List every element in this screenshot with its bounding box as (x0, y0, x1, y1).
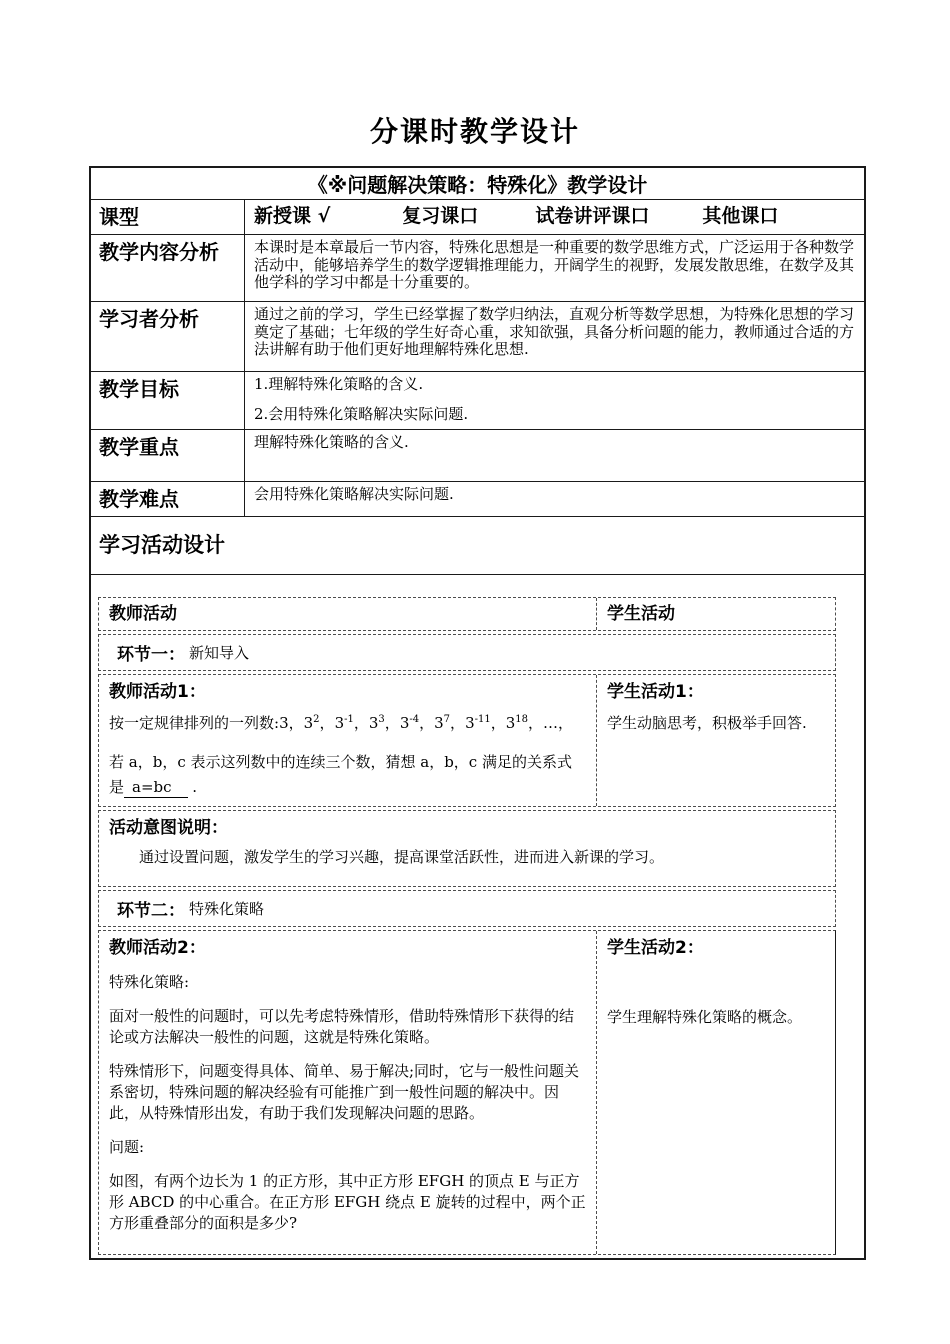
row-course-type (91, 199, 864, 234)
text-key-point: 理解特殊化策略的含义. (244, 430, 864, 481)
stage1-label: 环节一： (117, 645, 185, 665)
student1-cell (596, 675, 835, 806)
activity-body (91, 575, 864, 1258)
doc-title-row (91, 168, 864, 199)
intent1-header: 活动意图说明： (109, 818, 228, 838)
course-options (244, 200, 864, 234)
blank-answer: a=bc (124, 778, 188, 798)
label-difficult-point: 教学难点 (99, 487, 179, 511)
column-headers-box (98, 597, 836, 631)
text-learner-analysis: 通过之前的学习，学生已经掌握了数学归纳法，直观分析等数学思想，为特殊化思想的学习奠定了基础；七年级的学生好奇心重，求知欲强，具备分析问题的能力，教师通过合适的方法讲解有助于他们更好地理解特殊化思想. (244, 302, 864, 371)
strategy-benefit: 特殊情形下，问题变得具体、简单、易于解决;同时，它与一般性问题关系密切，特殊问题的解决经验有可能推广到一般性问题的解决中。因此，从特殊情形出发，有助于我们发现解决问题的思路。 (109, 1062, 580, 1122)
option-other: 其他课口 (702, 205, 779, 228)
stage2-name: 特殊化策略 (189, 900, 265, 918)
student-col-header: 学生活动 (596, 598, 835, 630)
label-content-analysis: 教学内容分析 (99, 240, 219, 264)
student2-header: 学生活动2： (607, 938, 704, 958)
label-course-type: 课型 (99, 205, 139, 229)
objective-item-2: 2.会用特殊化策略解决实际问题. (254, 404, 469, 423)
teacher-col-header: 教师活动 (109, 604, 177, 624)
student1-text: 学生动脑思考，积极举手回答. (607, 714, 807, 732)
label-objectives: 教学目标 (99, 377, 179, 401)
question-pre: 若 a，b，c 表示这列数中的连续三个数，猜想 a，b，c 满足的关系式是 (109, 753, 572, 796)
objective-item-1: 1.理解特殊化策略的含义. (254, 375, 424, 393)
row-activity-body (91, 574, 864, 1258)
row-difficult-point (91, 481, 864, 516)
page-title: 分课时教学设计 (369, 115, 580, 148)
intent1-box (98, 810, 836, 887)
objectives-cell (244, 372, 864, 429)
teacher1-cell (99, 675, 596, 806)
number-sequence: 按一定规律排列的一列数:3，$3^2$，$3^{-1}$，$3^3$，$3^{-4}$，$3^7$，$3^{-11}$，$3^{18}$，…， (109, 714, 574, 732)
row-learner-analysis (91, 301, 864, 371)
question-line (109, 750, 586, 800)
student2-cell (596, 931, 835, 1254)
stage2-box (98, 890, 836, 927)
question-post: . (187, 778, 198, 796)
problem-label: 问题: (109, 1138, 145, 1156)
lesson-design-table (89, 166, 866, 1260)
label-learner-analysis: 学习者分析 (99, 307, 199, 331)
row-objectives (91, 371, 864, 429)
activity-section-title: 学习活动设计 (99, 533, 225, 557)
option-new-lesson: 新授课 √ (254, 205, 331, 228)
activity2-box (98, 930, 836, 1255)
stage1-box (98, 634, 836, 671)
stage1-name: 新知导入 (189, 644, 250, 662)
activity1-box (98, 674, 836, 807)
doc-title: 《※问题解决策略：特殊化》教学设计 (307, 173, 648, 197)
student1-header: 学生活动1： (607, 682, 704, 702)
text-difficult-point: 会用特殊化策略解决实际问题. (244, 482, 864, 516)
teacher2-cell (99, 931, 596, 1254)
row-content-analysis (91, 234, 864, 301)
teacher1-header: 教师活动1： (109, 682, 206, 702)
problem-text: 如图，有两个边长为 1 的正方形，其中正方形 EFGH 的顶点 E 与正方形 ABCD 的中心重合。在正方形 EFGH 绕点 E 旋转的过程中，两个正方形重叠部分的面积是多少? (109, 1172, 586, 1232)
strategy-definition: 面对一般性的问题时，可以先考虑特殊情形，借助特殊情形下获得的结论或方法解决一般性的问题，这就是特殊化策略。 (109, 1007, 575, 1046)
student2-text: 学生理解特殊化策略的概念。 (607, 1008, 803, 1026)
row-key-point (91, 429, 864, 481)
strategy-title: 特殊化策略: (109, 973, 190, 991)
row-activity-section (91, 516, 864, 574)
text-content-analysis: 本课时是本章最后一节内容，特殊化思想是一种重要的数学思维方式，广泛运用于各种数学活动中，能够培养学生的数学逻辑推理能力，开阔学生的视野，发展发散思维，在数学及其他学科的学习中都是十分重要的。 (244, 235, 864, 301)
option-exam-review: 试卷讲评课口 (535, 205, 650, 228)
label-key-point: 教学重点 (99, 435, 179, 459)
option-review: 复习课口 (402, 205, 479, 228)
stage2-label: 环节二： (117, 901, 185, 921)
teacher2-header: 教师活动2： (109, 938, 206, 958)
intent1-text: 通过设置问题，激发学生的学习兴趣，提高课堂活跃性，进而进入新课的学习。 (139, 848, 665, 866)
